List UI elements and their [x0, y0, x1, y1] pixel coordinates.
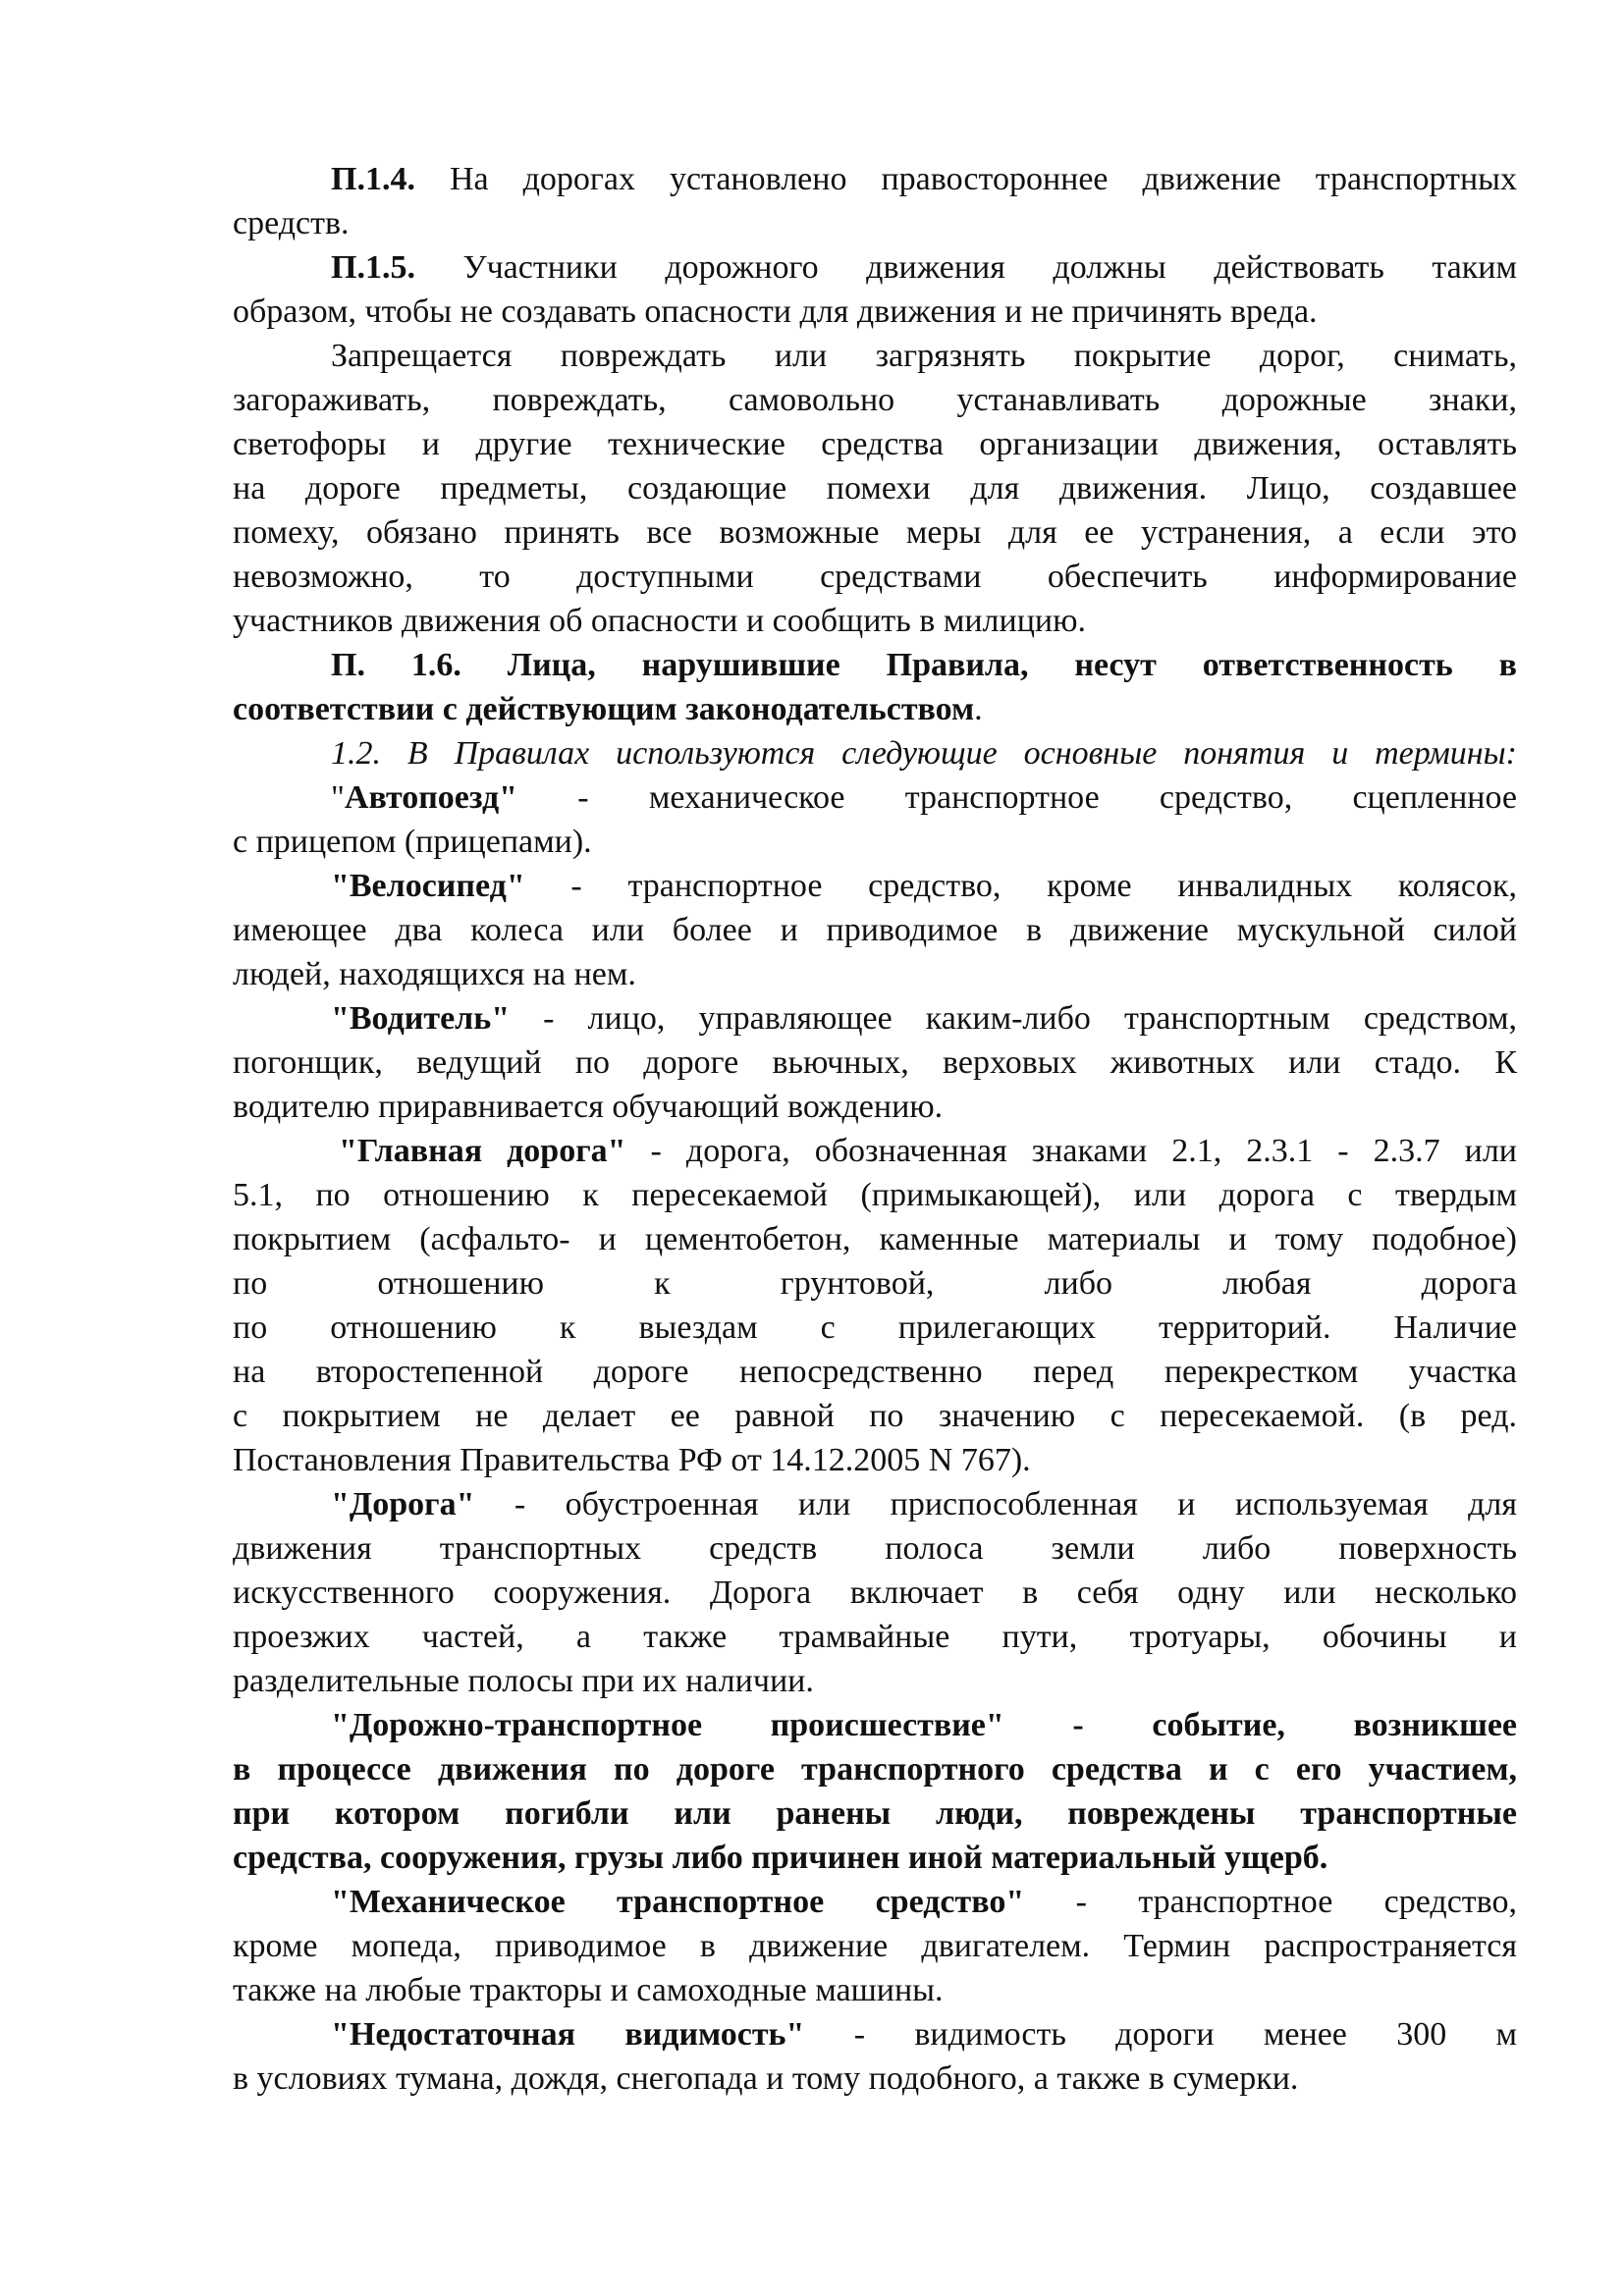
text-line	[233, 1791, 1517, 1836]
body-text: - дорога, обозначенная знаками 2.1, 2.3.1 - 2.3.7 или	[625, 1133, 1517, 1169]
text-line	[233, 1085, 1517, 1129]
body-text: движения транспортных средств полоса земли либо поверхность	[233, 1530, 1517, 1567]
body-text: на дороге предметы, создающие помехи для движения. Лицо, создавшее	[233, 470, 1517, 507]
text-line	[233, 643, 1517, 687]
body-text: имеющее два колеса или более и приводимое в движение мускульной силой	[233, 912, 1517, 948]
body-text: людей, находящихся на нем.	[233, 956, 636, 992]
bold-text: соответствии с действующим законодательством	[233, 691, 975, 727]
text-line	[233, 1659, 1517, 1703]
bold-text: П. 1.6. Лица, нарушившие Правила, несут ответственность в	[331, 647, 1517, 683]
body-text: Запрещается повреждать или загрязнять покрытие дорог, снимать,	[331, 338, 1517, 374]
body-text: Постановления Правительства РФ от 14.12.2005 N 767).	[233, 1442, 1031, 1478]
body-text: - видимость дороги менее 300 м	[804, 2016, 1517, 2053]
text-line	[233, 1173, 1517, 1217]
body-text: покрытием (асфальто- и цементобетон, каменные материалы и тому подобное)	[233, 1221, 1517, 1257]
body-text: - лицо, управляющее каким-либо транспортным средством,	[510, 1000, 1517, 1037]
body-text: в условиях тумана, дождя, снегопада и тому подобного, а также в сумерки.	[233, 2060, 1299, 2097]
body-text: - обустроенная или приспособленная и используемая для	[474, 1486, 1517, 1522]
text-line	[233, 1924, 1517, 1968]
text-line	[233, 510, 1517, 555]
text-line	[233, 1968, 1517, 2012]
text-line	[233, 1880, 1517, 1924]
paragraph	[233, 731, 1517, 775]
text-line	[233, 1217, 1517, 1261]
text-line	[233, 1394, 1517, 1438]
paragraph	[233, 2012, 1517, 2101]
bold-text: "Недостаточная видимость"	[331, 2016, 805, 2053]
body-text: участников движения об опасности и сообщить в милицию.	[233, 603, 1086, 639]
body-text: погонщик, ведущий по дороге вьючных, верховых животных или стадо. К	[233, 1044, 1517, 1081]
text-line	[233, 1703, 1517, 1747]
text-line	[233, 201, 1517, 245]
body-text: - транспортное средство, кроме инвалидных колясок,	[524, 868, 1517, 904]
body-text: на второстепенной дороге непосредственно перед перекрестком участка	[233, 1354, 1517, 1390]
text-line	[233, 555, 1517, 599]
body-text: загораживать, повреждать, самовольно устанавливать дорожные знаки,	[233, 382, 1517, 418]
bold-text: в процессе движения по дороге транспортного средства и с его участием,	[233, 1751, 1517, 1788]
paragraph	[233, 157, 1517, 245]
paragraph	[233, 775, 1517, 864]
text-line	[233, 1571, 1517, 1615]
body-text: разделительные полосы при их наличии.	[233, 1663, 814, 1699]
text-line	[233, 775, 1517, 820]
text-line	[233, 290, 1517, 334]
text-line	[233, 1350, 1517, 1394]
text-line	[233, 422, 1517, 466]
bold-text: "Дорога"	[331, 1486, 475, 1522]
text-line	[233, 1438, 1517, 1482]
bold-text: "Механическое транспортное средство"	[331, 1884, 1025, 1920]
bold-text: П.1.5.	[331, 249, 415, 286]
text-line	[233, 687, 1517, 731]
body-text: с покрытием не делает ее равной по значению с пересекаемой. (в ред.	[233, 1398, 1517, 1434]
paragraph	[233, 1129, 1517, 1482]
body-text: светофоры и другие технические средства организации движения, оставлять	[233, 426, 1517, 462]
text-line	[233, 996, 1517, 1041]
text-line	[233, 466, 1517, 510]
text-line	[233, 378, 1517, 422]
paragraph	[233, 245, 1517, 334]
body-text: 5.1, по отношению к пересекаемой (примыкающей), или дорога с твердым	[233, 1177, 1517, 1213]
body-text: с прицепом (прицепами).	[233, 824, 592, 860]
text-line	[233, 1261, 1517, 1306]
text-line	[233, 1482, 1517, 1526]
text-line	[233, 157, 1517, 201]
text-line	[233, 908, 1517, 952]
text-line	[233, 1747, 1517, 1791]
document-page	[233, 157, 1517, 2101]
text-line	[233, 599, 1517, 643]
bold-text: "Дорожно-транспортное происшествие" - событие, возникшее	[331, 1707, 1517, 1743]
paragraph	[233, 996, 1517, 1129]
body-text: - механическое транспортное средство, сцепленное	[517, 779, 1517, 816]
body-text: водителю приравнивается обучающий вождению.	[233, 1089, 944, 1125]
bold-text: средства, сооружения, грузы либо причинен иной материальный ущерб.	[233, 1840, 1328, 1876]
bold-text: "Главная дорога"	[339, 1133, 626, 1169]
body-text: Участники дорожного движения должны действовать таким	[414, 249, 1517, 286]
body-text: искусственного сооружения. Дорога включает в себя одну или несколько	[233, 1575, 1517, 1611]
text-line	[233, 820, 1517, 864]
text-line	[233, 245, 1517, 290]
text-line	[233, 1041, 1517, 1085]
bold-text: "Велосипед"	[331, 868, 525, 904]
body-text: .	[974, 691, 983, 727]
text-line	[233, 731, 1517, 775]
text-line	[233, 864, 1517, 908]
italic-text: 1.2. В Правилах используются следующие основные понятия и термины:	[331, 735, 1517, 772]
body-text: средств.	[233, 205, 350, 241]
body-text: На дорогах установлено правостороннее движение транспортных	[414, 161, 1517, 197]
body-text: "	[331, 779, 345, 816]
paragraph	[233, 1880, 1517, 2012]
text-line	[233, 1836, 1517, 1880]
text-line	[233, 952, 1517, 996]
bold-text: П.1.4.	[331, 161, 415, 197]
body-text: кроме мопеда, приводимое в движение двигателем. Термин распространяется	[233, 1928, 1517, 1964]
bold-text: Автопоезд"	[344, 779, 518, 816]
body-text: невозможно, то доступными средствами обеспечить информирование	[233, 559, 1517, 595]
text-line	[233, 2056, 1517, 2101]
paragraph	[233, 643, 1517, 731]
paragraph	[233, 1703, 1517, 1880]
paragraph	[233, 864, 1517, 996]
body-text: - транспортное средство,	[1024, 1884, 1517, 1920]
paragraph	[233, 1482, 1517, 1703]
body-text: проезжих частей, а также трамвайные пути, тротуары, обочины и	[233, 1619, 1517, 1655]
text-line	[233, 334, 1517, 378]
text-line	[233, 2012, 1517, 2056]
bold-text: "Водитель"	[331, 1000, 511, 1037]
text-line	[233, 1129, 1517, 1173]
text-line	[233, 1526, 1517, 1571]
body-text: также на любые тракторы и самоходные машины.	[233, 1972, 944, 2008]
bold-text: при котором погибли или ранены люди, повреждены транспортные	[233, 1795, 1517, 1832]
body-text: по отношению к выездам с прилегающих территорий. Наличие	[233, 1309, 1517, 1346]
body-text: образом, чтобы не создавать опасности для движения и не причинять вреда.	[233, 294, 1318, 330]
body-text: помеху, обязано принять все возможные меры для ее устранения, а если это	[233, 514, 1517, 551]
text-line	[233, 1615, 1517, 1659]
body-text: по отношению к грунтовой, либо любая дорога	[233, 1265, 1517, 1302]
text-line	[233, 1306, 1517, 1350]
paragraph	[233, 334, 1517, 643]
